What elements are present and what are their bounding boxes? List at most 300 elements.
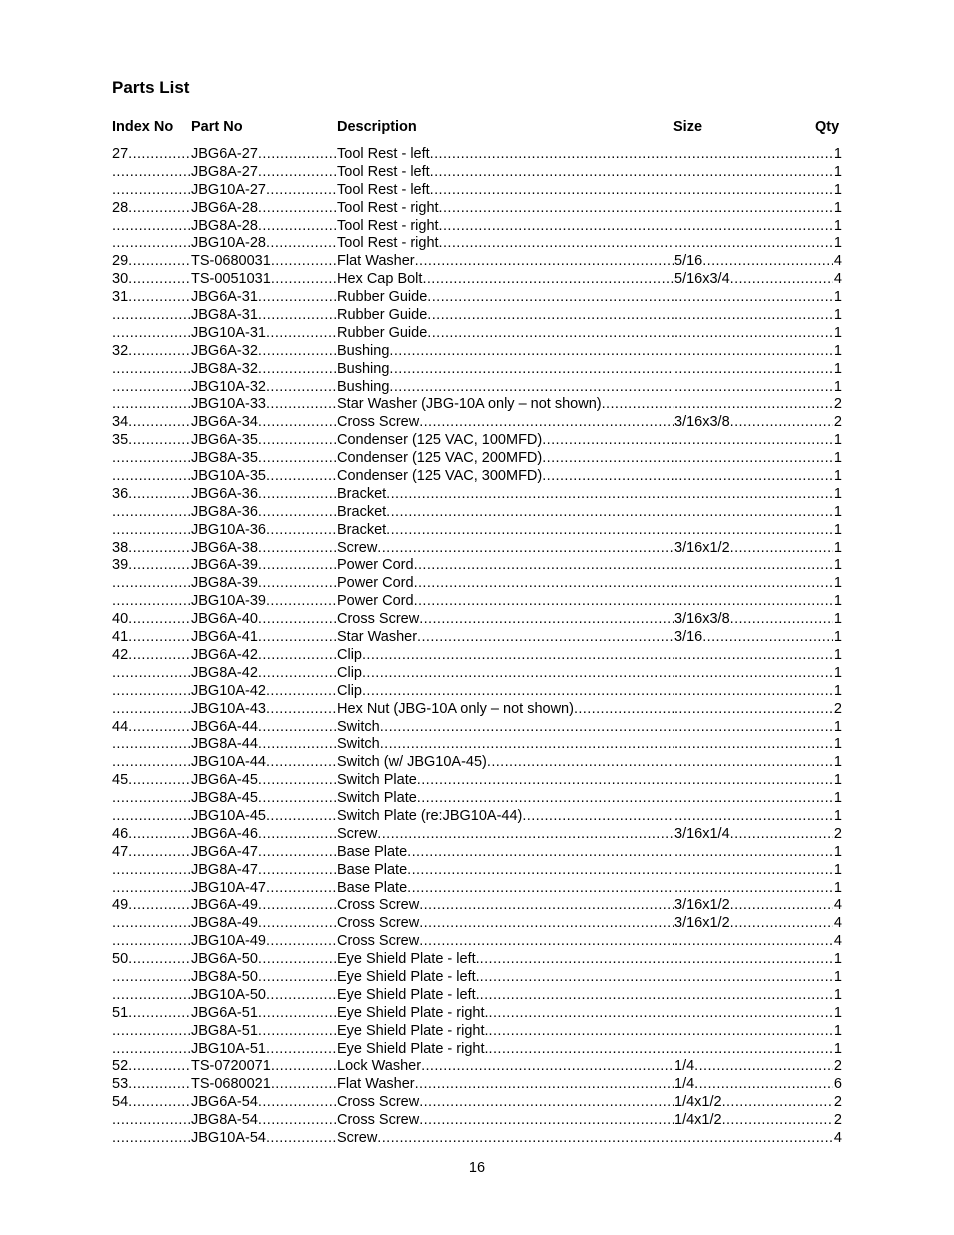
size-cell xyxy=(674,540,833,558)
index-cell xyxy=(112,1130,191,1148)
part-no-cell xyxy=(191,575,337,593)
description-cell-text: Clip xyxy=(337,664,362,681)
description-cell xyxy=(337,647,674,665)
dot-leader xyxy=(128,200,191,218)
part-no-cell-text: TS-0720071 xyxy=(191,1058,271,1075)
part-no-cell-text: JBG6A-40 xyxy=(191,611,258,628)
dot-leader xyxy=(128,414,191,432)
dot-leader xyxy=(674,522,833,540)
description-cell xyxy=(337,271,674,289)
dot-leader xyxy=(377,826,674,844)
dot-leader xyxy=(694,1058,833,1076)
qty-cell xyxy=(833,307,842,325)
qty-cell-text: 6 xyxy=(833,1076,842,1093)
dot-leader xyxy=(266,808,337,826)
size-cell xyxy=(674,647,833,665)
dot-leader xyxy=(480,951,674,969)
description-cell xyxy=(337,701,674,719)
dot-leader xyxy=(266,880,337,898)
dot-leader xyxy=(674,772,833,790)
description-cell-text: Cross Screw xyxy=(337,897,420,914)
description-cell-text: Eye Shield Plate - left. xyxy=(337,986,480,1003)
qty-cell xyxy=(833,915,842,933)
dot-leader xyxy=(380,736,674,754)
part-no-cell xyxy=(191,915,337,933)
dot-leader xyxy=(112,182,191,200)
index-cell-text: 50 xyxy=(112,951,129,968)
part-no-cell-text: JBG8A-54 xyxy=(191,1112,258,1129)
dot-leader xyxy=(674,432,833,450)
part-no-cell-text: JBG8A-39 xyxy=(191,575,258,592)
dot-leader xyxy=(439,235,674,253)
dot-leader xyxy=(694,1076,833,1094)
description-cell xyxy=(337,1023,674,1041)
dot-leader xyxy=(258,1005,337,1023)
dot-leader xyxy=(128,343,191,361)
dot-leader xyxy=(674,450,833,468)
description-cell-text: Eye Shield Plate - right. xyxy=(337,1004,489,1021)
dot-leader xyxy=(271,1076,337,1094)
size-cell-text: 3/16x3/8 xyxy=(674,611,730,628)
qty-cell-text: 1 xyxy=(833,593,842,610)
dot-leader xyxy=(487,754,674,772)
table-row xyxy=(112,951,842,969)
description-cell-text: Switch Plate xyxy=(337,790,417,807)
dot-leader xyxy=(266,754,337,772)
dot-leader xyxy=(128,719,191,737)
dot-leader xyxy=(522,808,674,826)
dot-leader xyxy=(730,915,833,933)
part-no-cell xyxy=(191,325,337,343)
dot-leader xyxy=(674,665,833,683)
dot-leader xyxy=(674,736,833,754)
dot-leader xyxy=(266,1041,337,1059)
index-cell-text: 53 xyxy=(112,1076,129,1093)
dot-leader xyxy=(722,1112,833,1130)
qty-cell-text: 1 xyxy=(833,146,842,162)
qty-cell-text: 1 xyxy=(833,968,842,985)
description-cell xyxy=(337,540,674,558)
dot-leader xyxy=(258,1023,337,1041)
part-no-cell-text: JBG6A-36 xyxy=(191,485,258,502)
part-no-cell xyxy=(191,343,337,361)
description-cell-text: Hex Nut (JBG-10A only – not shown) xyxy=(337,700,574,717)
size-cell xyxy=(674,379,833,397)
description-cell xyxy=(337,629,674,647)
description-cell xyxy=(337,933,674,951)
part-no-cell xyxy=(191,396,337,414)
description-cell-text: Star Washer (JBG-10A only – not shown) xyxy=(337,396,602,413)
size-cell xyxy=(674,629,833,647)
size-cell xyxy=(674,897,833,915)
index-cell xyxy=(112,683,191,701)
table-row xyxy=(112,1041,842,1059)
part-no-cell xyxy=(191,844,337,862)
dot-leader xyxy=(258,200,337,218)
qty-cell-text: 1 xyxy=(833,539,842,556)
index-cell xyxy=(112,307,191,325)
table-row xyxy=(112,557,842,575)
part-no-cell-text: JBG8A-51 xyxy=(191,1022,258,1039)
description-cell xyxy=(337,414,674,432)
dot-leader xyxy=(258,540,337,558)
part-no-cell-text: JBG6A-35 xyxy=(191,432,258,449)
size-cell xyxy=(674,701,833,719)
qty-cell-text: 1 xyxy=(833,378,842,395)
index-cell xyxy=(112,1112,191,1130)
dot-leader xyxy=(439,200,674,218)
dot-leader xyxy=(112,915,191,933)
qty-cell-text: 1 xyxy=(833,1040,842,1057)
description-cell xyxy=(337,361,674,379)
index-cell-text: 54 xyxy=(112,1094,129,1111)
dot-leader xyxy=(112,235,191,253)
part-no-cell xyxy=(191,754,337,772)
table-row xyxy=(112,647,842,665)
description-cell-text: Switch xyxy=(337,736,380,753)
description-cell-text: Clip xyxy=(337,646,362,663)
index-cell xyxy=(112,701,191,719)
description-cell xyxy=(337,1094,674,1112)
table-row xyxy=(112,307,842,325)
dot-leader xyxy=(730,271,833,289)
qty-cell-text: 1 xyxy=(833,772,842,789)
part-no-cell xyxy=(191,969,337,987)
part-no-cell xyxy=(191,665,337,683)
part-no-cell xyxy=(191,432,337,450)
index-cell xyxy=(112,361,191,379)
description-cell-text: Flat Washer xyxy=(337,253,415,270)
part-no-cell-text: JBG8A-27 xyxy=(191,163,258,180)
dot-leader xyxy=(112,307,191,325)
size-cell xyxy=(674,361,833,379)
dot-leader xyxy=(258,432,337,450)
dot-leader xyxy=(542,450,674,468)
dot-leader xyxy=(414,593,674,611)
qty-cell xyxy=(833,557,842,575)
dot-leader xyxy=(258,289,337,307)
description-cell-text: Hex Cap Bolt xyxy=(337,271,423,288)
dot-leader xyxy=(258,736,337,754)
qty-cell-text: 1 xyxy=(833,754,842,771)
description-cell-text: Base Plate xyxy=(337,861,408,878)
qty-cell-text: 1 xyxy=(833,790,842,807)
part-no-cell xyxy=(191,271,337,289)
table-row xyxy=(112,987,842,1005)
dot-leader xyxy=(489,1005,674,1023)
qty-cell xyxy=(833,414,842,432)
part-no-cell-text: JBG8A-32 xyxy=(191,360,258,377)
part-no-cell xyxy=(191,414,337,432)
index-cell xyxy=(112,414,191,432)
dot-leader xyxy=(674,557,833,575)
table-row xyxy=(112,844,842,862)
description-cell-text: Bracket xyxy=(337,521,387,538)
part-no-cell xyxy=(191,522,337,540)
table-row xyxy=(112,468,842,486)
index-cell xyxy=(112,575,191,593)
dot-leader xyxy=(730,897,833,915)
qty-cell xyxy=(833,897,842,915)
size-cell xyxy=(674,164,833,182)
dot-leader xyxy=(730,540,833,558)
size-cell-text: 1/4x1/2 xyxy=(674,1094,722,1111)
dot-leader xyxy=(258,969,337,987)
table-row xyxy=(112,450,842,468)
size-cell xyxy=(674,1076,833,1094)
table-row xyxy=(112,146,842,164)
index-cell xyxy=(112,486,191,504)
index-cell-text: 30 xyxy=(112,271,129,288)
table-row xyxy=(112,665,842,683)
dot-leader xyxy=(112,736,191,754)
size-cell xyxy=(674,987,833,1005)
dot-leader xyxy=(674,1130,833,1148)
description-cell-text: Cross Screw xyxy=(337,1112,420,1129)
size-cell-text: 3/16x3/8 xyxy=(674,414,730,431)
size-cell xyxy=(674,307,833,325)
dot-leader xyxy=(480,969,674,987)
size-cell xyxy=(674,1005,833,1023)
size-cell-text: 3/16x1/4 xyxy=(674,825,730,842)
qty-cell xyxy=(833,1058,842,1076)
index-cell-text: 46 xyxy=(112,825,129,842)
header-size: Size xyxy=(673,119,703,135)
size-cell xyxy=(674,808,833,826)
description-cell xyxy=(337,969,674,987)
description-cell xyxy=(337,826,674,844)
table-row xyxy=(112,826,842,844)
dot-leader xyxy=(112,379,191,397)
dot-leader xyxy=(258,164,337,182)
description-cell xyxy=(337,522,674,540)
qty-cell xyxy=(833,468,842,486)
part-no-cell xyxy=(191,683,337,701)
description-cell xyxy=(337,880,674,898)
dot-leader xyxy=(674,486,833,504)
dot-leader xyxy=(730,611,833,629)
dot-leader xyxy=(407,862,674,880)
dot-leader xyxy=(674,1005,833,1023)
dot-leader xyxy=(389,361,674,379)
dot-leader xyxy=(258,450,337,468)
dot-leader xyxy=(439,218,674,236)
part-no-cell xyxy=(191,164,337,182)
qty-cell xyxy=(833,343,842,361)
part-no-cell xyxy=(191,611,337,629)
dot-leader xyxy=(258,504,337,522)
dot-leader xyxy=(112,1041,191,1059)
table-row xyxy=(112,629,842,647)
table-row xyxy=(112,933,842,951)
qty-cell-text: 1 xyxy=(833,521,842,538)
description-cell-text: Clip xyxy=(337,682,362,699)
dot-leader xyxy=(674,307,833,325)
dot-leader xyxy=(674,719,833,737)
dot-leader xyxy=(112,575,191,593)
qty-cell xyxy=(833,826,842,844)
qty-cell-text: 1 xyxy=(833,736,842,753)
dot-leader xyxy=(574,701,674,719)
index-cell-text: 47 xyxy=(112,843,129,860)
qty-cell xyxy=(833,1023,842,1041)
part-no-cell-text: JBG10A-36 xyxy=(191,521,266,538)
index-cell xyxy=(112,1076,191,1094)
description-cell xyxy=(337,253,674,271)
description-cell-text: Rubber Guide xyxy=(337,307,428,324)
dot-leader xyxy=(674,182,833,200)
description-cell xyxy=(337,862,674,880)
qty-cell-text: 1 xyxy=(833,163,842,180)
qty-cell-text: 1 xyxy=(833,1004,842,1021)
part-no-cell xyxy=(191,557,337,575)
index-cell xyxy=(112,200,191,218)
size-cell xyxy=(674,325,833,343)
part-no-cell-text: JBG6A-47 xyxy=(191,843,258,860)
table-row xyxy=(112,790,842,808)
dot-leader xyxy=(112,325,191,343)
description-cell-text: Eye Shield Plate - right. xyxy=(337,1022,489,1039)
part-no-cell-text: JBG6A-51 xyxy=(191,1004,258,1021)
dot-leader xyxy=(128,1058,191,1076)
index-cell xyxy=(112,772,191,790)
index-cell xyxy=(112,808,191,826)
index-cell-text: 44 xyxy=(112,718,129,735)
index-cell xyxy=(112,468,191,486)
part-no-cell xyxy=(191,218,337,236)
qty-cell xyxy=(833,522,842,540)
table-row xyxy=(112,325,842,343)
dot-leader xyxy=(258,665,337,683)
dot-leader xyxy=(128,540,191,558)
dot-leader xyxy=(674,683,833,701)
part-no-cell xyxy=(191,450,337,468)
dot-leader xyxy=(377,1130,674,1148)
index-cell-text: 36 xyxy=(112,485,129,502)
qty-cell xyxy=(833,683,842,701)
dot-leader xyxy=(407,880,674,898)
part-no-cell xyxy=(191,826,337,844)
dot-leader xyxy=(266,593,337,611)
part-no-cell-text: JBG10A-31 xyxy=(191,324,266,341)
dot-leader xyxy=(266,987,337,1005)
dot-leader xyxy=(674,808,833,826)
description-cell xyxy=(337,575,674,593)
part-no-cell-text: JBG6A-54 xyxy=(191,1094,258,1111)
qty-cell-text: 1 xyxy=(833,432,842,449)
header-index-no: Index No xyxy=(112,119,174,135)
description-cell xyxy=(337,307,674,325)
table-row xyxy=(112,772,842,790)
dot-leader xyxy=(362,647,674,665)
qty-cell-text: 4 xyxy=(833,271,842,288)
description-cell xyxy=(337,1076,674,1094)
description-cell-text: Tool Rest - right xyxy=(337,217,439,234)
dot-leader xyxy=(128,844,191,862)
index-cell xyxy=(112,880,191,898)
description-cell xyxy=(337,200,674,218)
dot-leader xyxy=(674,701,833,719)
dot-leader xyxy=(730,414,833,432)
qty-cell-text: 2 xyxy=(833,825,842,842)
dot-leader xyxy=(258,951,337,969)
dot-leader xyxy=(112,396,191,414)
dot-leader xyxy=(417,772,674,790)
dot-leader xyxy=(112,862,191,880)
part-no-cell xyxy=(191,790,337,808)
dot-leader xyxy=(414,575,674,593)
qty-cell xyxy=(833,432,842,450)
dot-leader xyxy=(407,844,674,862)
dot-leader xyxy=(128,772,191,790)
description-cell xyxy=(337,218,674,236)
index-cell xyxy=(112,522,191,540)
description-cell xyxy=(337,325,674,343)
dot-leader xyxy=(419,897,674,915)
part-no-cell-text: JBG10A-51 xyxy=(191,1040,266,1057)
dot-leader xyxy=(258,414,337,432)
qty-cell-text: 1 xyxy=(833,289,842,306)
qty-cell xyxy=(833,629,842,647)
part-no-cell-text: JBG10A-39 xyxy=(191,593,266,610)
size-cell xyxy=(674,862,833,880)
qty-cell xyxy=(833,880,842,898)
table-row xyxy=(112,182,842,200)
part-no-cell xyxy=(191,1058,337,1076)
dot-leader xyxy=(258,343,337,361)
part-no-cell xyxy=(191,772,337,790)
size-cell xyxy=(674,969,833,987)
table-row xyxy=(112,808,842,826)
index-cell xyxy=(112,897,191,915)
description-cell xyxy=(337,432,674,450)
qty-cell-text: 1 xyxy=(833,718,842,735)
description-cell-text: Condenser (125 VAC, 200MFD) xyxy=(337,450,543,467)
qty-cell-text: 2 xyxy=(833,396,842,413)
part-no-cell-text: JBG8A-42 xyxy=(191,664,258,681)
dot-leader xyxy=(702,253,833,271)
size-cell xyxy=(674,146,833,164)
description-cell-text: Switch (w/ JBG10A-45) xyxy=(337,754,487,771)
size-cell xyxy=(674,790,833,808)
description-cell xyxy=(337,1041,674,1059)
index-cell-text: 31 xyxy=(112,289,129,306)
dot-leader xyxy=(266,235,337,253)
size-cell-text: 3/16 xyxy=(674,629,703,646)
index-cell xyxy=(112,253,191,271)
size-cell xyxy=(674,1058,833,1076)
qty-cell xyxy=(833,289,842,307)
index-cell-text: 35 xyxy=(112,432,129,449)
dot-leader xyxy=(362,683,674,701)
qty-cell-text: 1 xyxy=(833,682,842,699)
part-no-cell-text: JBG6A-31 xyxy=(191,289,258,306)
qty-cell-text: 1 xyxy=(833,664,842,681)
dot-leader xyxy=(674,593,833,611)
part-no-cell xyxy=(191,897,337,915)
description-cell-text: Cross Screw xyxy=(337,611,420,628)
size-cell xyxy=(674,414,833,432)
description-cell xyxy=(337,1058,674,1076)
index-cell-text: 34 xyxy=(112,414,129,431)
qty-cell xyxy=(833,933,842,951)
description-cell-text: Power Cord xyxy=(337,575,414,592)
index-cell xyxy=(112,629,191,647)
dot-leader xyxy=(674,880,833,898)
qty-cell xyxy=(833,969,842,987)
part-no-cell xyxy=(191,146,337,164)
index-cell xyxy=(112,289,191,307)
